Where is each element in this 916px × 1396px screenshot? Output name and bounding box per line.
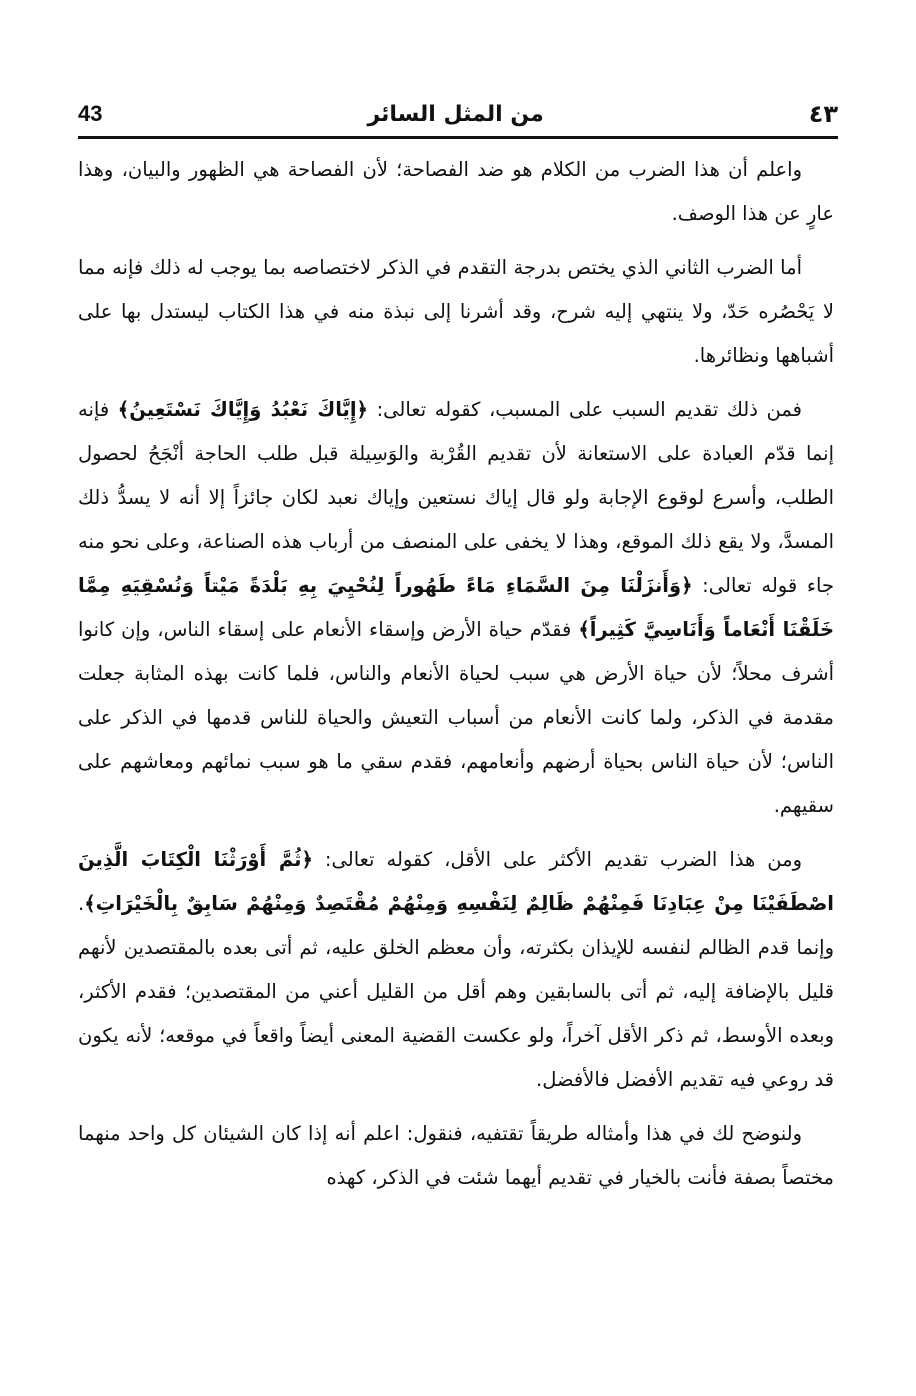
page-header — [78, 92, 838, 139]
text-segment: ولنوضح لك في هذا وأمثاله طريقاً تقتفيه، فنقول: اعلم أنه إذا كان الشيئان كل واحد منهما مختصاً بصفة فأنت بالخيار في تقديم أيهما شئت في الذكر، كهذه — [78, 1122, 834, 1189]
text-segment: ومن هذا الضرب تقديم الأكثر على الأقل، كقوله تعالى: — [312, 848, 803, 871]
text-segment: . وإنما قدم الظالم لنفسه للإيذان بكثرته، وأن معظم الخلق عليه، ثم أتى بعده بالمقتصدين لأنهم قليل بالإضافة إليه، ثم أتى بالسابقين وهم أقل من القليل أعني من المقتصدين؛ فقدم الأكثر، وبعده الأوسط، ثم ذكر الأقل آخراً، ولو عكست القضية المعنى أيضاً واقعاً في موقعه؛ لأنه يكون قد روعي فيه تقديم الأفضل فالأفضل. — [78, 892, 834, 1091]
paragraph — [78, 246, 834, 378]
page-number: 43 — [78, 101, 103, 126]
text-segment: فإنه إنما قدّم العبادة على الاستعانة لأن تقديم القُرْبة والوَسِيلة قبل طلب الحاجة أنْجَحُ لحصول الطلب، وأسرع لوقوع الإجابة ولو قال إياك نستعين وإياك نعبد لكان جائزاً إلا أنه لا يسدُّ ذلك المسدَّ، ولا يقع ذلك الموقع، وهذا لا يخفى على المنصف من أرباب هذه الصناعة، وعلى نحو منه جاء قوله تعالى: — [78, 398, 834, 597]
paragraph — [78, 388, 834, 828]
quran-verse: ﴿ثُمَّ أَوْرَثْنَا الْكِتَابَ الَّذِينَ اصْطَفَيْنَا مِنْ عِبَادِنَا فَمِنْهُمْ ظَالِمٌ لِنَفْسِهِ وَمِنْهُمْ مُقْتَصِدٌ وَمِنْهُمْ سَابِقٌ بِالْخَيْرَاتِ﴾ — [78, 848, 834, 915]
text-segment: أما الضرب الثاني الذي يختص بدرجة التقدم في الذكر لاختصاصه بما يوجب له ذلك فإنه مما لا يَحْصُره حَدّ، ولا ينتهي إليه شرح، وقد أشرنا إلى نبذة منه في هذا الكتاب ليستدل بها على أشباهها ونظائرها. — [78, 256, 834, 367]
page-body — [78, 148, 834, 1210]
quran-verse: ﴿وَأَنزَلْنَا مِنَ السَّمَاءِ مَاءً طَهُوراً لِنُحْيِيَ بِهِ بَلْدَةً مَيْتاً وَنُسْقِيَهِ مِمَّا خَلَقْنَا أَنْعَاماً وَأَنَاسِيَّ كَثِيراً﴾ — [78, 574, 834, 641]
paragraph — [78, 148, 834, 236]
text-segment: واعلم أن هذا الضرب من الكلام هو ضد الفصاحة؛ لأن الفصاحة هي الظهور والبيان، وهذا عارٍ عن هذا الوصف. — [78, 158, 834, 225]
paragraph — [78, 838, 834, 1102]
running-title: من المثل السائر — [367, 101, 544, 127]
text-segment: فمن ذلك تقديم السبب على المسبب، كقوله تعالى: — [367, 398, 802, 421]
page-number-arabic: ٤٣ — [808, 100, 838, 128]
quran-verse: ﴿إِيَّاكَ نَعْبُدُ وَإِيَّاكَ نَسْتَعِينُ﴾ — [117, 398, 368, 421]
paragraph — [78, 1112, 834, 1200]
text-segment: فقدّم حياة الأرض وإسقاء الأنعام على إسقاء الناس، وإن كانوا أشرف محلاً؛ لأن حياة الأرض هي سبب لحياة الأنعام والناس، فلما كانت بهذه المثابة جعلت مقدمة في الذكر، ولما كانت الأنعام من أسباب التعيش والحياة للناس قدمها في الذكر على الناس؛ لأن حياة الناس بحياة أرضهم وأنعامهم، فقدم سقي ما هو سبب نمائهم ومعاشهم على سقيهم. — [78, 618, 834, 817]
